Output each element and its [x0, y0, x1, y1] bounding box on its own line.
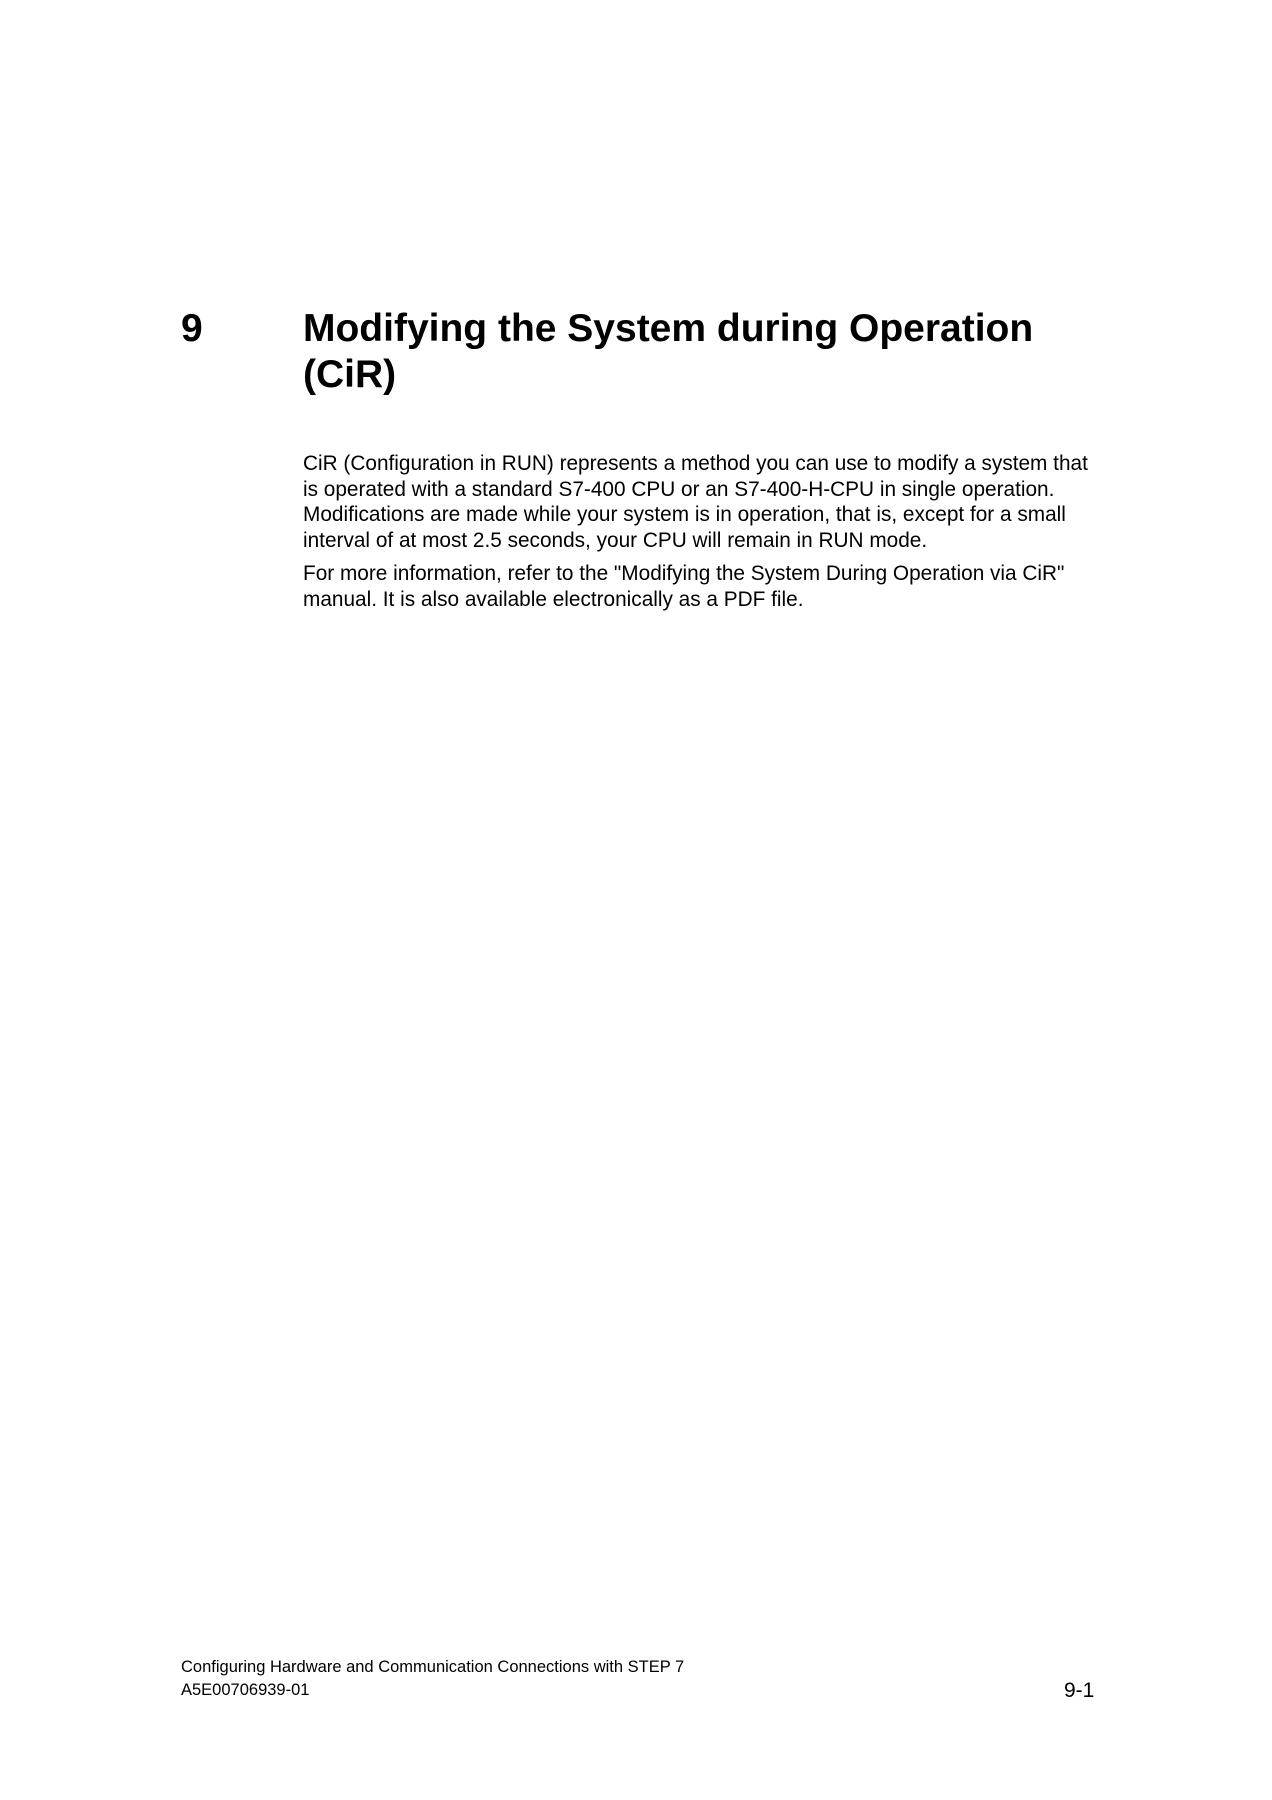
footer-document-number: A5E00706939-01 — [181, 1681, 310, 1699]
body-paragraph-2: For more information, refer to the "Modifying the System During Operation via CiR" manual. It is also available electronically as a PDF file. — [303, 562, 1065, 611]
chapter-title: Modifying the System during Operation (CiR) — [303, 307, 1034, 396]
footer-document-title: Configuring Hardware and Communication Connections with STEP 7 — [181, 1658, 685, 1676]
chapter-number: 9 — [181, 307, 203, 350]
body-paragraph-1: CiR (Configuration in RUN) represents a method you can use to modify a system that is operated with a standard S7-400 CPU or an S7-400-H-CPU in single operation. Modifications are made while your system is in operation, that is, except for a small interval of at most 2.5 seconds, your CPU will remain in RUN mode. — [303, 452, 1088, 552]
page-footer — [181, 1656, 684, 1702]
page-number: 9-1 — [1064, 1679, 1095, 1702]
chapter-body — [303, 451, 1108, 620]
